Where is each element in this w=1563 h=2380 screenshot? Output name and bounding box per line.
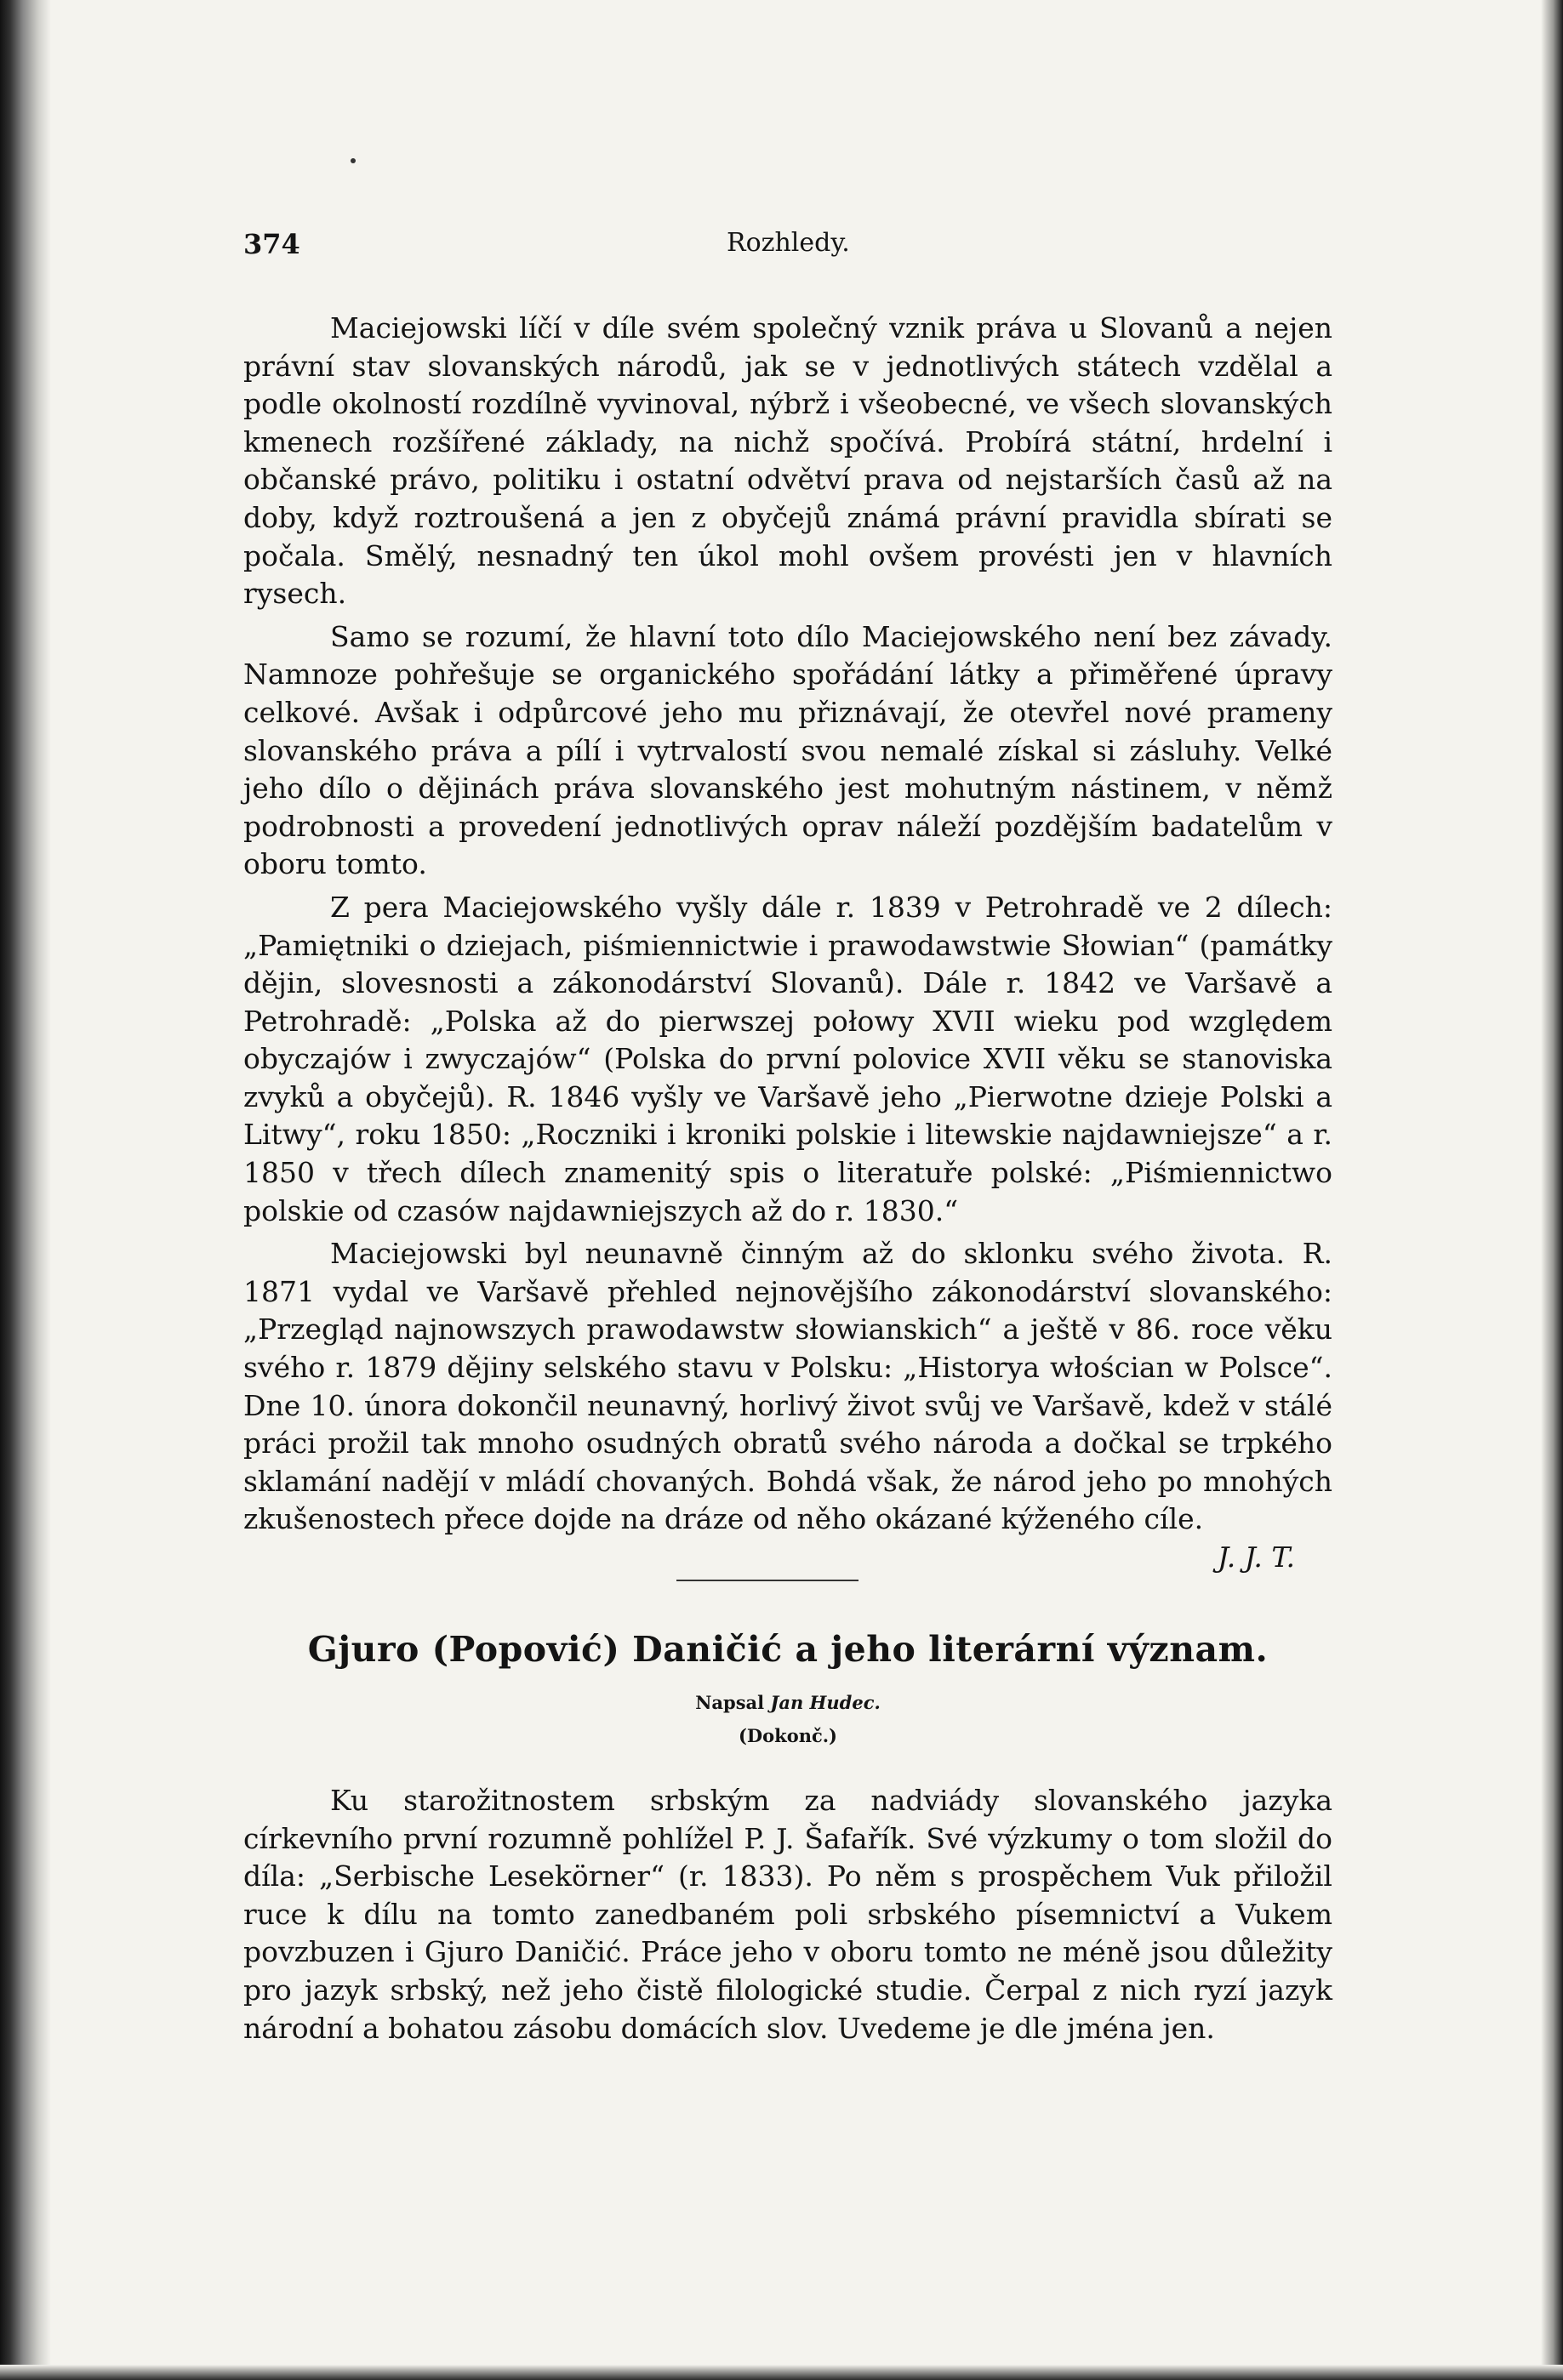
text-column xyxy=(243,223,1332,2047)
paragraph: Ku starožitnostem srbským za nadviády slovanského jazyka církevního první rozumně pohlížel P. J. Šafařík. Své výzkumy o tom složil do díla: „Serbische Lesekörner“ (r. 1833). Po něm s prospěchem Vuk přiložil ruce k dílu na tomto zanedbaném poli srbského písemnictví a Vukem povzbuzen i Gjuro Daničić. Práce jeho v oboru tomto ne méně jsou důležity pro jazyk srbský, než jeho čistě filologické studie. Čerpal z nich ryzí jazyk národní a bohatou zásobu domácích slov. Uvedeme je dle jména jen. xyxy=(243,1784,1332,2045)
page-left-shadow xyxy=(0,0,51,2380)
continuation-note: (Dokonč.) xyxy=(738,1725,837,1746)
section-divider xyxy=(676,1580,859,1581)
article-maciejowski xyxy=(243,310,1332,1574)
paragraph-text: Maciejowski byl neunavně činným až do sklonku svého života. R. 1871 vydal ve Varšavě přehled nejnovějšího zákonodárství slovanského: „Przegląd najnowszych prawodawstw słowianskich“ a ještě v 86. roce věku svého r. 1879 dějiny selského stavu v Polsku: „Historya włościan w Polsce“. Dne 10. února dokončil neunavný, horlivý život svůj ve Varšavě, kdež v stálé práci prožil tak mnoho osudných obratů svého národa a dočkal se trpkého sklamání nadějí v mládí chovaných. Bohdá však, že národ jeho po mnohých zkušenostech přece dojde na dráze od něho okázané kýženého cíle. xyxy=(243,1237,1332,1536)
signature: J. J. T. xyxy=(1218,1540,1295,1574)
article-title: Gjuro (Popović) Daničić a jeho literární význam. xyxy=(307,1629,1269,1670)
author-name: Jan Hudec. xyxy=(770,1692,881,1713)
page-right-shadow xyxy=(1541,0,1563,2380)
paragraph-last xyxy=(243,1235,1332,1574)
byline xyxy=(243,1692,1332,1713)
page-header xyxy=(243,223,1332,274)
page-bottom-shadow xyxy=(0,2365,1563,2380)
paragraph: Samo se rozumí, že hlavní toto dílo Maciejowského není bez závady. Namnoze pohřešuje se organického spořádání látky a přiměřené úpravy celkové. Avšak i odpůrcové jeho mu přiznávají, že otevřel nové prameny slovanského práva a pílí i vytrvalostí svou nemalé získal si zásluhy. Velké jeho dílo o dějinách práva slovanského jest mohutným nástinem, v němž podrobnosti a provedení jednotlivých oprav náleží pozdějším badatelům v oboru tomto. xyxy=(243,619,1332,881)
ink-speck xyxy=(351,158,356,163)
page-number: 374 xyxy=(243,228,300,260)
paragraph: Maciejowski líčí v díle svém společný vznik práva u Slovanů a nejen právní stav slovanských národů, jak se v jednotlivých státech vzdělal a podle okolností rozdílně vyvinoval, nýbrž i všeobecné, ve všech slovanských kmenech rozšířené základy, na nichž spočívá. Probírá státní, hrdelní i občanské právo, politiku i ostatní odvětví prava od nejstarších časů až na doby, když roztroušená a jen z obyčejů známá právní pravidla sbírati se počala. Smělý, nesnadný ten úkol mohl ovšem provésti jen v hlavních rysech. xyxy=(243,311,1332,611)
running-head: Rozhledy. xyxy=(727,228,850,258)
paragraph: Z pera Maciejowského vyšly dále r. 1839 v Petrohradě ve 2 dílech: „Pamiętniki o dziejach, piśmiennictwie i prawodawstwie Słowian“ (památky dějin, slovesnosti a zákonodárství Slovanů). Dále r. 1842 ve Varšavě a Petrohradě: „Polska až do pierwszej połowy XVII wieku pod względem obyczajów i zwyczajów“ (Polska do první polovice XVII věku se stanoviska zvyků a obyčejů). R. 1846 vyšly ve Varšavě jeho „Pierwotne dzieje Polski a Litwy“, roku 1850: „Roczniki i kroniki polskie i litewskie najdawniejsze“ a r. 1850 v třech dílech znamenitý spis o literatuře polské: „Piśmiennictwo polskie od czasów najdawniejszych až do r. 1830.“ xyxy=(243,890,1332,1227)
byline-prefix: Napsal xyxy=(695,1692,765,1713)
article-danicic xyxy=(243,1782,1332,2047)
